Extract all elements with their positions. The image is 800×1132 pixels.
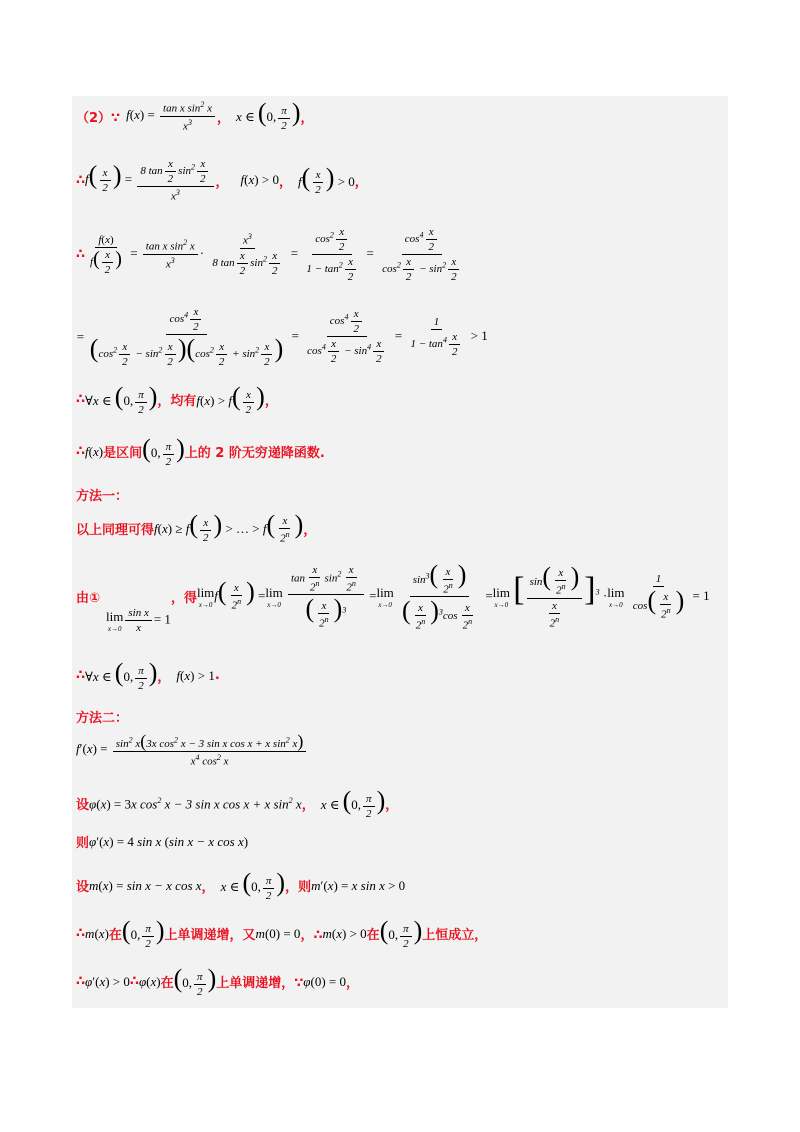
domain: x ∈ (0, $\frac{\pi}{2}$ ) bbox=[235, 98, 301, 132]
line-2: ∴ f( $\frac{x}{2}$ ) = 8 tan $\frac{x}{2}$ $\sin^2$ $\frac{x}{2}$ $x^3$ ， f(x) > 0 ， f( $\frac{x}{2}$ ) > 0 ， bbox=[76, 158, 368, 203]
line-4: = $\cos^4$ $\frac{x}{2}$ ($\cos^2$ $\frac{x}{2}$ − $\sin^2$ $\frac{x}{2}$ )($\cos^2$ $\frac{x}{2}$ + $\sin^2$ $\frac{x}{2}$ ) = $\cos^4$ $\frac{x}{2}$ $\cos^4$ $\frac{x}{2}$ − $\sin^4$ $\frac{x}{2}$ = 1 $1 - \tan^4$ $\frac{x}{2}$ > 1 bbox=[76, 306, 488, 368]
line-3: ∴ f(x) f( $\frac{x}{2}$ ) = $\frac{\tan x \sin^2 x}{x^3}$ · $x^3$ 8 tan $\frac{x}{2}$ $\sin^2$ $\frac{x}{2}$ = $\cos^2$ $\frac{x}{2}$ $1 - \tan^2$ $\frac{x}{2}$ = $\cos^4$ $\frac{x}{2}$ $\cos^2$ $\frac{x}{2}$ − $\sin^2$ $\frac{x}{2}$ bbox=[76, 226, 467, 283]
method-one-heading: 方法一： bbox=[76, 489, 129, 504]
part-label: （2）∵ bbox=[76, 110, 121, 126]
line-14: 则 φ′(x) = 4 sin x (sin x − x cos x) bbox=[76, 833, 249, 851]
line-16: ∴ m(x) 在 (0, $\frac{\pi}{2}$ ) 上单调递增，又 m(0) = 0 ，∴ m(x) > 0 在 (0, $\frac{\pi}{2}$ ) 上恒成立， bbox=[76, 916, 488, 950]
line-8: 以上同理可得 f(x) ≥ f( $\frac{x}{2}$ ) > … > f( $\frac{x}{2^n}$ ) ， bbox=[76, 510, 317, 545]
line-13: 设 φ(x) = 3x $\cos^2 x - 3$ sin x cos x + x $\sin^2 x$ ， x ∈ (0, $\frac{\pi}{2}$ ) ， bbox=[76, 786, 399, 820]
line-1: （2）∵ f(x) = $\frac{\tan x \sin^2 x}{x^3}$ ， x ∈ (0, $\frac{\pi}{2}$ ) ， bbox=[76, 98, 314, 133]
f-definition: f(x) = $\frac{\tan x \sin^2 x}{x^3}$ bbox=[126, 100, 217, 132]
line-17: ∴ φ′(x) > 0 ∴ φ(x) 在 (0, $\frac{\pi}{2}$ ) 上单调递增，∵ φ(0) = 0 ， bbox=[76, 964, 359, 998]
line-6: ∴ f(x) 是区间 (0, $\frac{\pi}{2}$ ) 上的 2 阶无穷递降函数. bbox=[76, 434, 325, 468]
simplification: $\cos^4$ $\frac{x}{2}$ ($\cos^2$ $\frac{x}{2}$ − $\sin^2$ $\frac{x}{2}$ )($\cos^2$ $\frac{x}{2}$ + $\sin^2$ $\frac{x}{2}$ ) = $\cos^4$ $\frac{x}{2}$ $\cos^4$ $\frac{x}{2}$ − $\sin^4$ $\frac{x}{2}$ = 1 $1 - \tan^4$ $\frac{x}{2}$ > 1 bbox=[89, 306, 488, 368]
f-half: f( $\frac{x}{2}$ ) = 8 tan $\frac{x}{2}$ $\sin^2$ $\frac{x}{2}$ $x^3$ bbox=[85, 158, 215, 203]
line-5: ∴ ∀x ∈ (0, $\frac{\pi}{2}$ ) ，均有 f(x) > f( $\frac{x}{2}$ ) ， bbox=[76, 382, 278, 416]
limit-computation: lim x→0 f( $\frac{x}{2^n}$ ) =lim x→0 tan $\frac{x}{2^n}$ $\sin^2$ $\frac{x}{2^n}$ ( $\frac{x}{2^n}$ )$^3$ =lim x→0 $\sin^3$( $\frac{x}{2^n}$ ) ( $\frac{x}{2^n}$ )$^3$cos $\frac{x}{2^n}$ =lim x→0 [ sin( $\frac{x}{2^n}$ ) $\frac{x}{2^n}$ ]$^3$ ·lim x→0 1 cos( $\frac{x}{2^n}$ ) = 1 bbox=[196, 560, 710, 632]
line-15: 设 m(x) = sin x − x cos x ， x ∈ (0, $\frac{\pi}{2}$ ) ，则 m′(x) = x sin x > 0 bbox=[76, 868, 406, 902]
line-10: ∴ ∀x ∈ (0, $\frac{\pi}{2}$ ) ， f(x) > 1 . bbox=[76, 658, 220, 692]
method-two-heading: 方法二： bbox=[76, 711, 129, 726]
derivative-line: f′(x) = $\frac{\sin^2 x(3x \cos^2 x - 3 \sin x \cos x + x \sin^2 x)}{x^4 \cos^2 x}$ bbox=[76, 732, 308, 768]
line-9: 由① lim x→0 $\frac{\text{sin x}}{x}$ = 1 ，得 lim x→0 f( $\frac{x}{2^n}$ ) =lim x→0 tan $\frac{x}{2^n}$ $\sin^2$ $\frac{x}{2^n}$ ( $\frac{x}{2^n}$ )$^3$ =lim x→0 $\sin^3$( $\frac{x}{2^n}$ ) ( $\frac{x}{2^n}$ )$^3$cos $\frac{x}{2^n}$ =lim x→0 [ sin( $\frac{x}{2^n}$ ) $\frac{x}{2^n}$ ]$^3$ ·lim x→0 1 cos( $\frac{x}{2^n}$ ) = 1 bbox=[76, 560, 710, 635]
ratio-expression: f(x) f( $\frac{x}{2}$ ) = $\frac{\tan x \sin^2 x}{x^3}$ · $x^3$ 8 tan $\frac{x}{2}$ $\sin^2$ $\frac{x}{2}$ = $\cos^2$ $\frac{x}{2}$ $1 - \tan^2$ $\frac{x}{2}$ = $\cos^4$ $\frac{x}{2}$ $\cos^2$ $\frac{x}{2}$ − $\sin^2$ $\frac{x}{2}$ bbox=[85, 226, 467, 283]
